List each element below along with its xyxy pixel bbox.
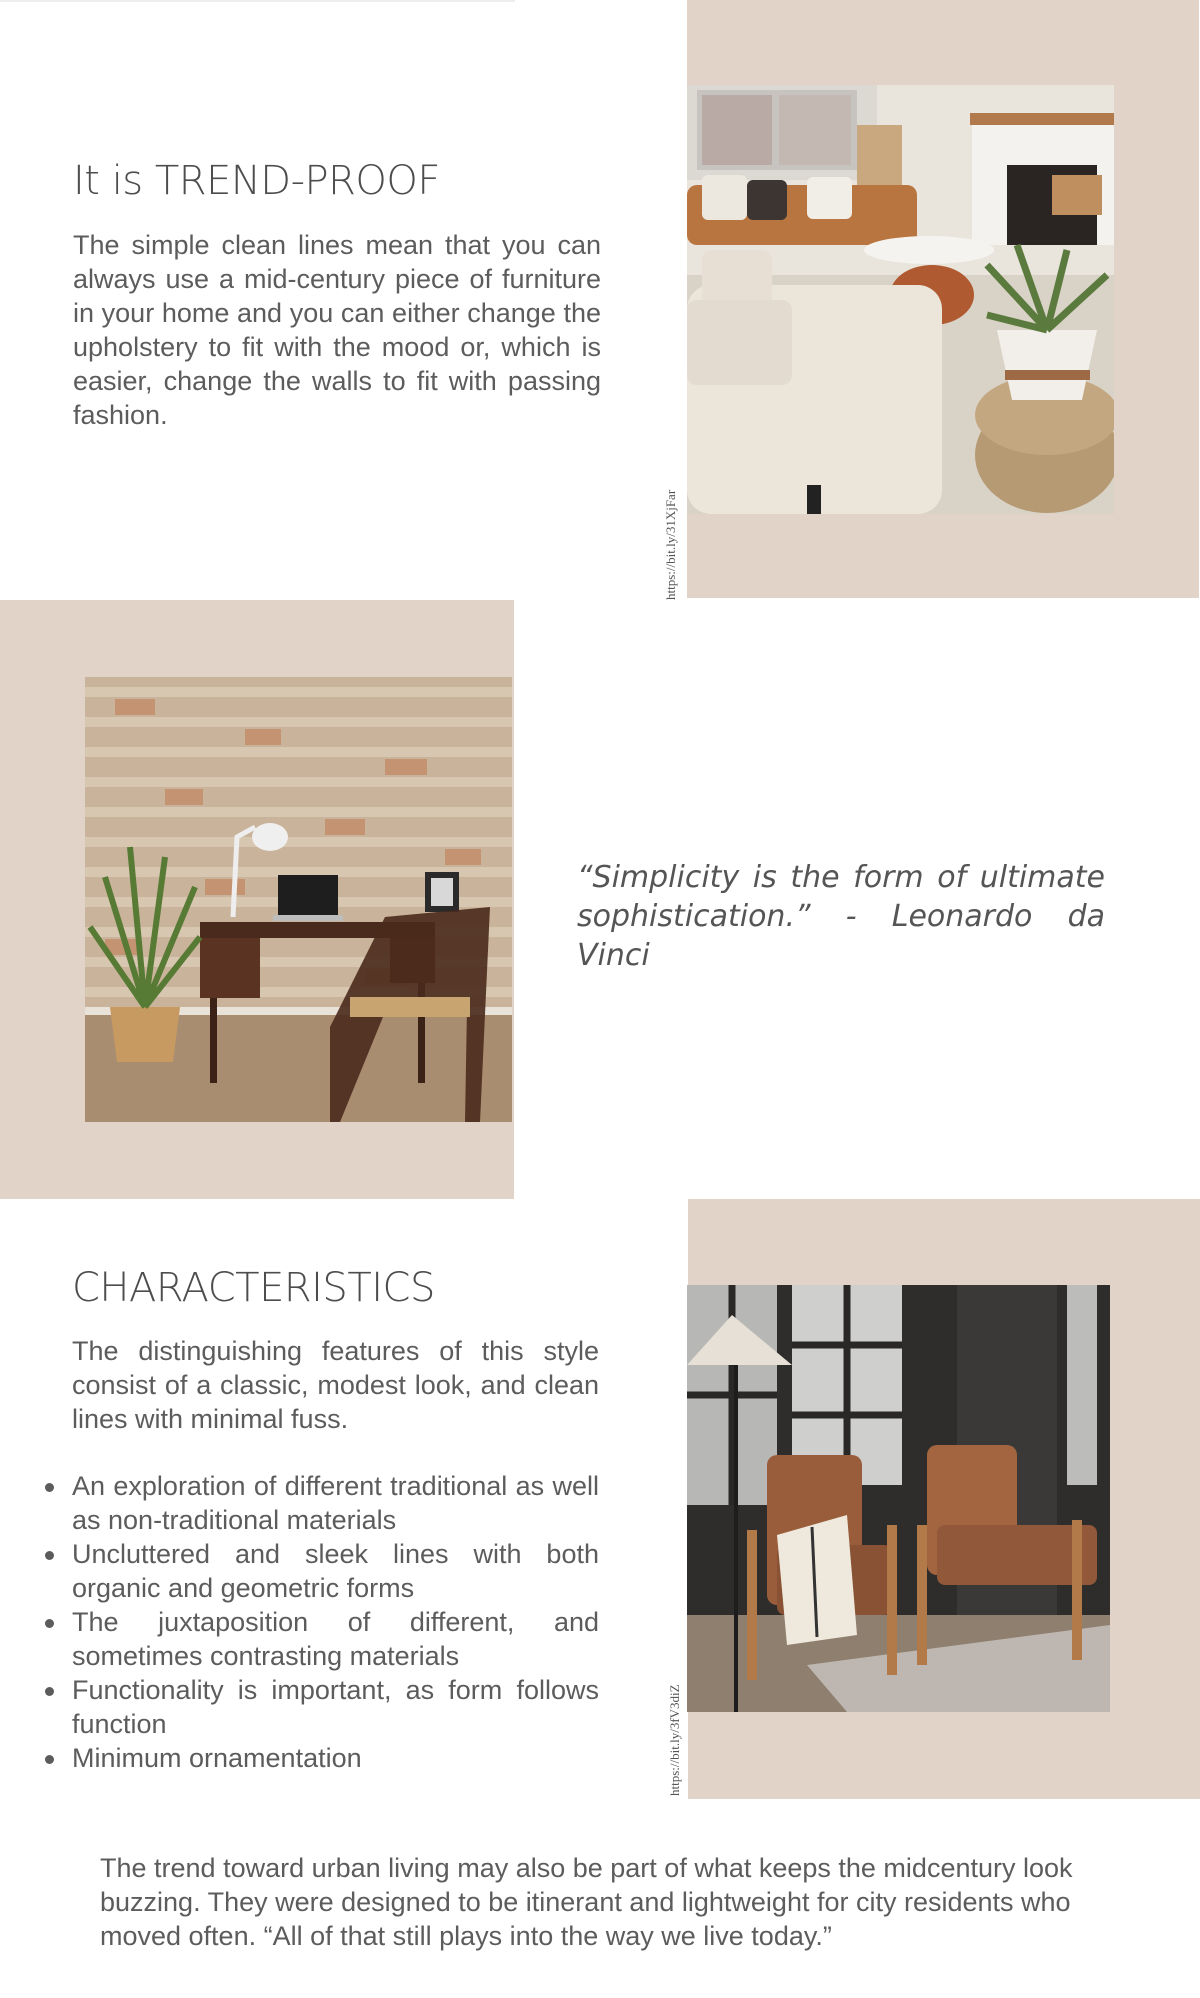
section-heading-characteristics: CHARACTERISTICS (72, 1265, 435, 1311)
living-room-photo (687, 85, 1114, 514)
bullet-icon (45, 1755, 54, 1764)
photo-credit-link-2[interactable]: https://bit.ly/3fV3diZ (667, 1684, 682, 1796)
characteristics-paragraph: The distinguishing features of this style consist of a classic, modest look, and clean lines with minimal fuss. (72, 1336, 599, 1434)
bullet-icon (45, 1483, 54, 1492)
closing-paragraph: The trend toward urban living may also be part of what keeps the midcentury look buzzing. They were designed to be itinerant and lightweight for city residents who moved often. “All of that still plays into the way we live today.” (100, 1853, 1073, 1951)
section-heading-trend-proof: It is TREND-PROOF (73, 158, 440, 204)
top-divider (0, 0, 515, 2)
desk-photo (85, 677, 512, 1122)
list-item: Minimum ornamentation (72, 1741, 599, 1775)
list-item: Functionality is important, as form follows function (72, 1673, 599, 1741)
bullet-icon (45, 1687, 54, 1696)
bullet-icon (45, 1619, 54, 1628)
list-item: The juxtaposition of different, and sometimes contrasting materials (72, 1605, 599, 1673)
photo-credit-link-1[interactable]: https://bit.ly/31XjFar (663, 489, 678, 600)
list-item: An exploration of different traditional as well as non-traditional materials (72, 1469, 599, 1537)
bullet-icon (45, 1551, 54, 1560)
da-vinci-quote: “Simplicity is the form of ultimate sophistication.” - Leonardo da Vinci (577, 860, 1105, 973)
characteristics-list (72, 1469, 599, 1775)
trend-proof-paragraph: The simple clean lines mean that you can always use a mid-century piece of furniture in your home and you can either change the upholstery to fit with the mood or, which is easier, change the walls to fit with passing fashion. (73, 230, 601, 430)
list-item: Uncluttered and sleek lines with both organic and geometric forms (72, 1537, 599, 1605)
armchairs-photo (687, 1285, 1110, 1712)
